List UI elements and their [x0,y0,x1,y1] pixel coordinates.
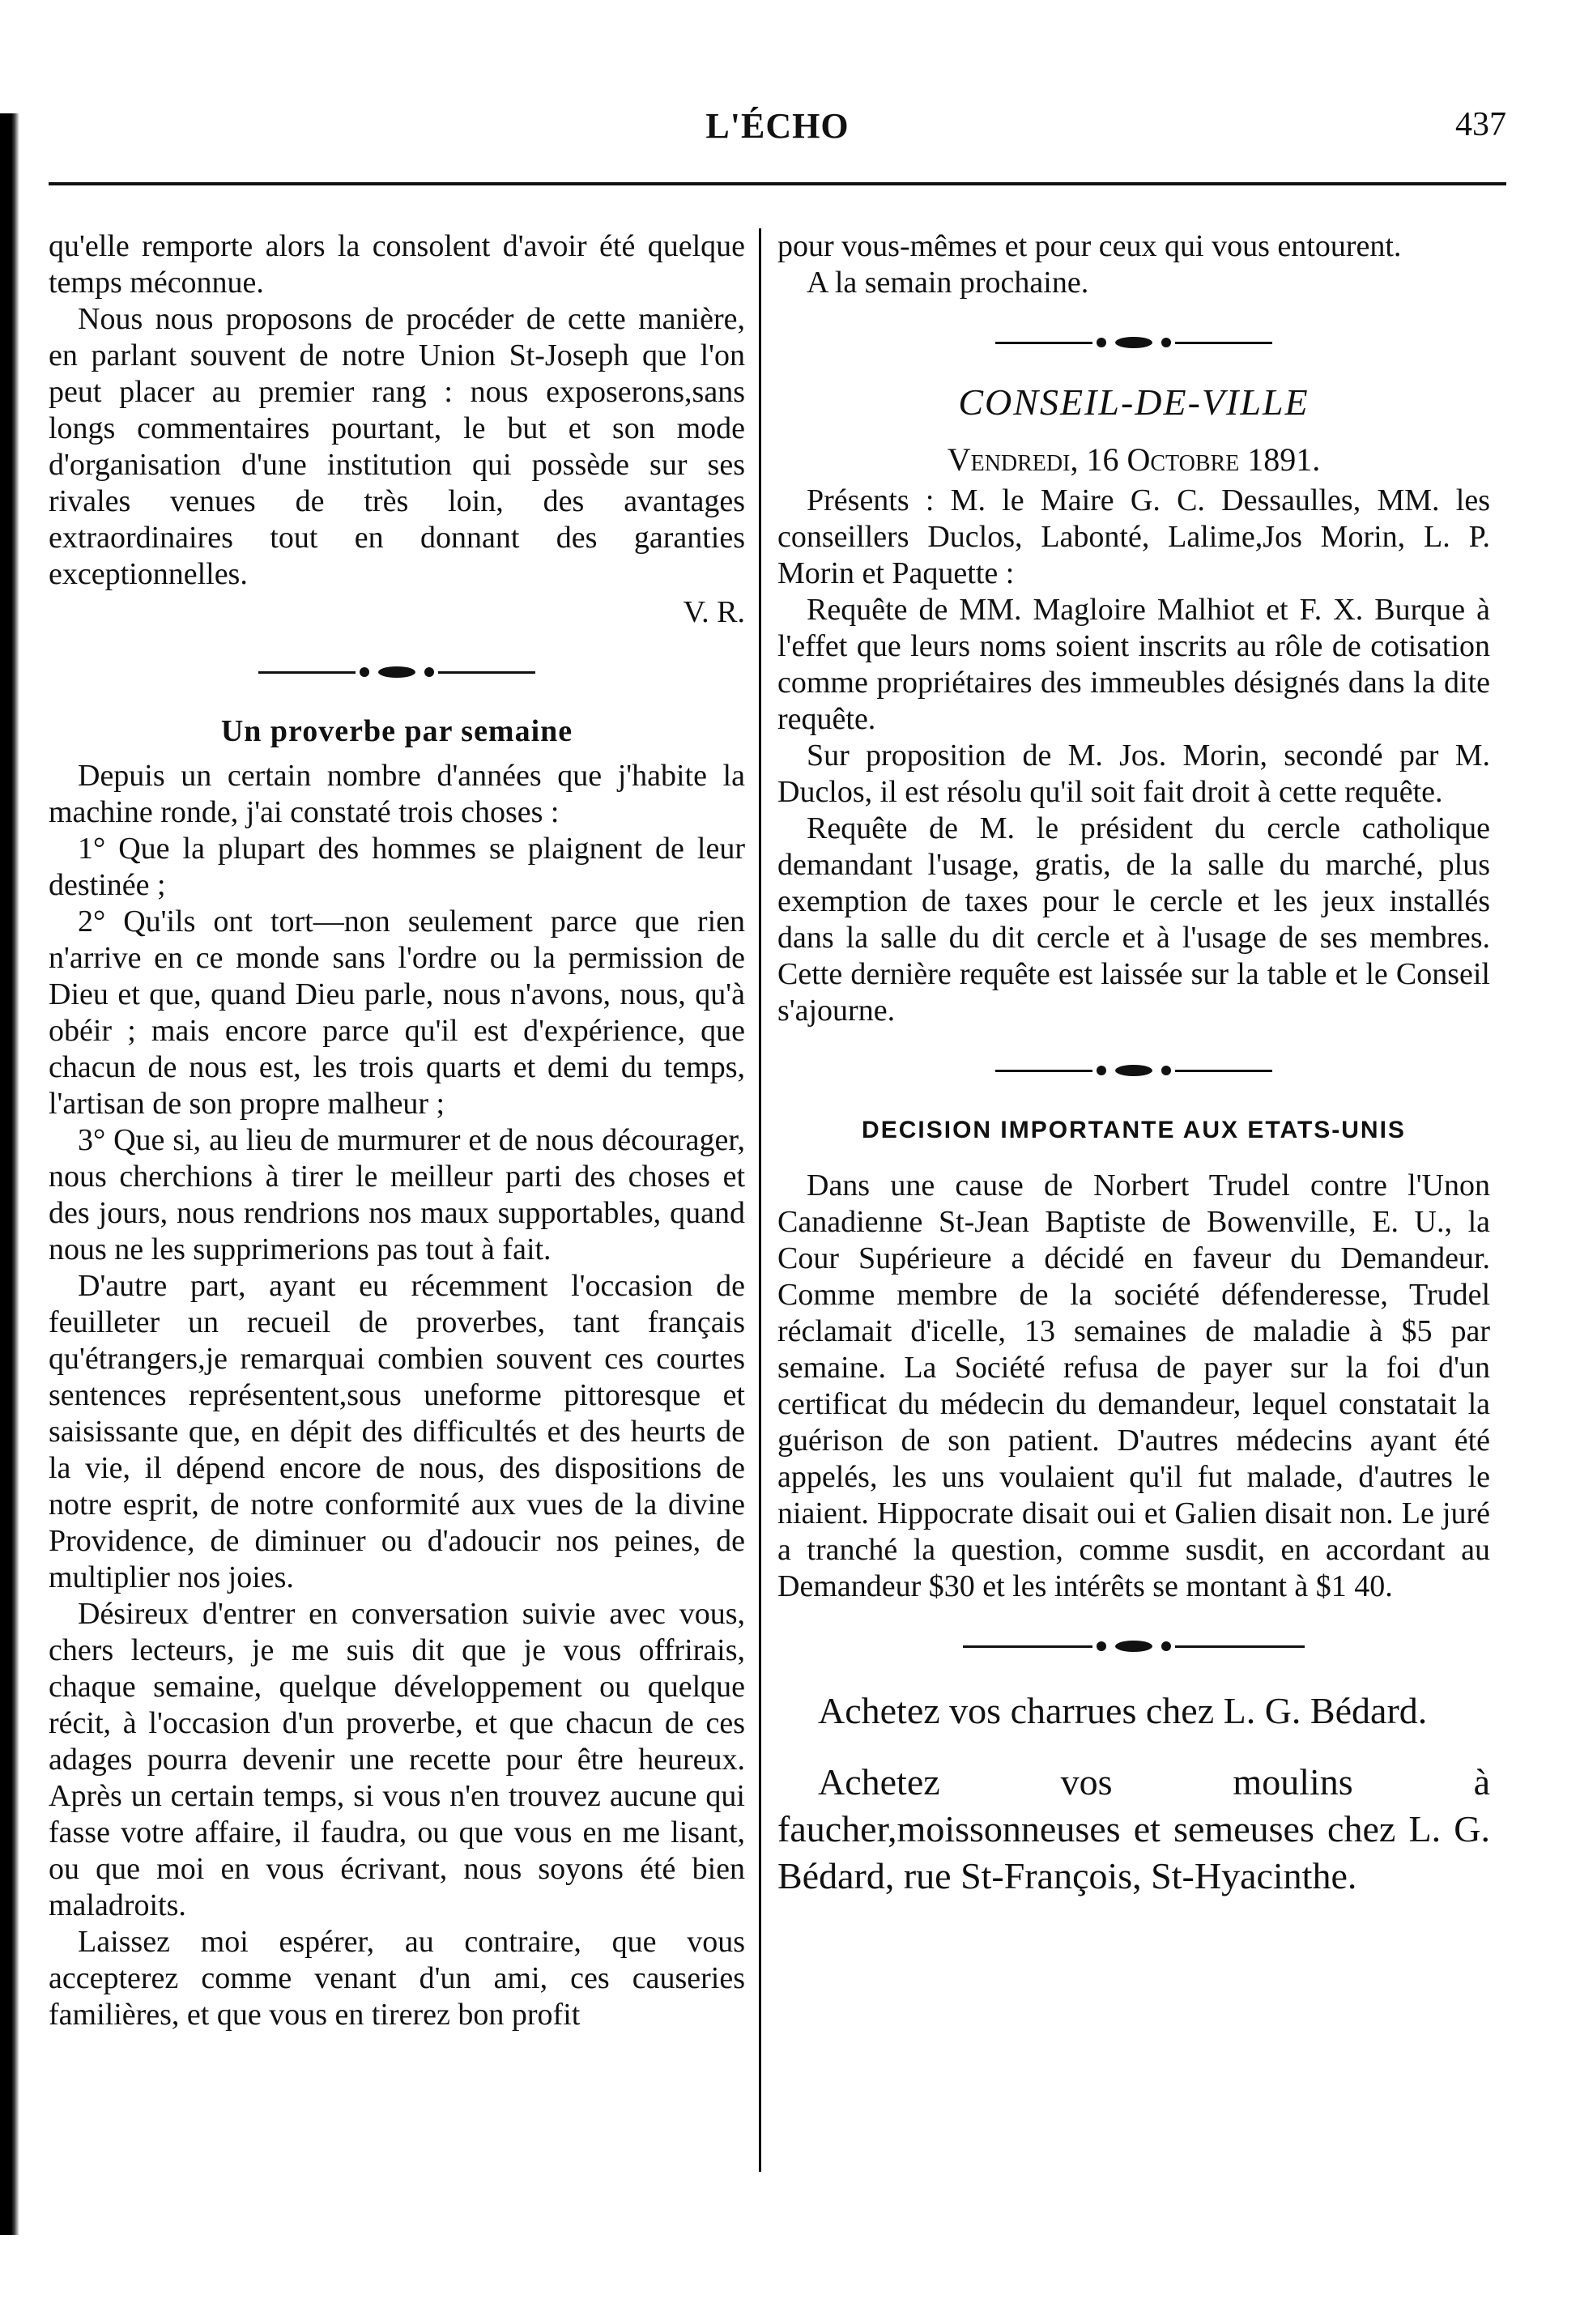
continuation-paragraph: pour vous-mêmes et pour ceux qui vous entourent. [777,229,1402,263]
running-title: L'ÉCHO [705,106,850,146]
intro-paragraph: Nous nous proposons de procéder de cette manière, en parlant souvent de notre Union St-Joseph que l'on peut placer au premier rang : nous exposerons,sans longs commentaires pourtant, le but et son mode d'organisation d'une institution qui possède sur ses rivales venues de très loin, des avantages extraordinaires tout en donnant des garanties exceptionnelles. [49,302,745,591]
header-rule [49,182,1506,185]
decision-section-title: DECISION IMPORTANTE AUX ETATS-UNIS [862,1117,1406,1143]
section-ornament [49,666,745,678]
article-signature: V. R. [683,595,745,629]
page-header [49,105,1506,170]
advertisements [777,1688,1490,1900]
proverb-paragraph: 2° Qu'ils ont tort—non seulement parce que rien n'arrive en ce monde sans l'ordre ou la permission de Dieu et que, quand Dieu parle, nous n'avons, nous, qu'à obéir ; mais encore parce qu'il est d'expérience, que chacun de nous est, les trois quarts et demi du temps, l'artisan de son propre malheur ; [49,904,745,1121]
council-paragraph: Requête de M. le président du cercle catholique demandant l'usage, gratis, de la salle du marché, plus exemption de taxes pour le cercle et les jeux installés dans la salle du dit cercle et à l'usage de ses membres. Cette dernière requête est laissée sur la table et le Conseil s'ajourne. [777,811,1490,1028]
proverb-paragraph: Désireux d'entrer en conversation suivie avec vous, chers lecteurs, je me suis dit que je vous offrirais, chaque semaine, quelque développement ou quelque récit, à l'occasion d'un proverbe, et que chacun de ces adages pourra devenir une recette pour être heureux. Après un certain temps, si vous n'en trouvez aucune qui fasse votre affaire, il faudra, ou que vous en me lisant, ou que moi en vous écrivant, nous soyons été bien maladroits. [49,1597,745,1922]
proverb-paragraph: Laissez moi espérer, au contraire, que vous accepterez comme venant d'un ami, ces causeries familières, et que vous en tirerez bon profit [49,1925,745,2032]
council-paragraph: Présents : M. le Maire G. C. Dessaulles, MM. les conseillers Duclos, Labonté, Lalime,Jos Morin, L. P. Morin et Paquette : [777,483,1490,590]
council-section-title: CONSEIL-DE-VILLE [958,381,1310,423]
page-number: 437 [1455,106,1506,143]
section-ornament [777,337,1490,348]
advertisement: Achetez vos charrues chez L. G. Bédard. [818,1690,1428,1731]
intro-paragraph: qu'elle remporte alors la consolent d'avoir été quelque temps méconnue. [49,229,745,300]
proverb-paragraph: Depuis un certain nombre d'années que j'habite la machine ronde, j'ai constaté trois choses : [49,759,745,829]
right-column [777,228,1490,1924]
proverb-paragraph: 1° Que la plupart des hommes se plaignent de leur destinée ; [49,832,745,902]
proverb-paragraph: 3° Que si, au lieu de murmurer et de nous décourager, nous cherchions à tirer le meilleur parti des choses et des jours, nous rendrions nos maux supportables, quand nous ne les supprimerions pas tout à fait. [49,1123,745,1266]
council-date: Vendredi, 16 Octobre 1891. [947,441,1321,478]
council-paragraph: Requête de MM. Magloire Malhiot et F. X. Burque à l'effet que leurs noms soient inscrits au rôle de cotisation comme propriétaires des immeubles désignés dans la dite requête. [777,593,1490,736]
column-divider [759,228,761,2172]
proverb-section-title: Un proverbe par semaine [220,714,573,748]
closing-line: A la semain prochaine. [807,266,1089,300]
left-column [49,228,745,2033]
page-binding-edge [0,113,19,2235]
council-paragraph: Sur proposition de M. Jos. Morin, secondé par M. Duclos, il est résolu qu'il soit fait droit à cette requête. [777,738,1490,809]
section-ornament [777,1065,1490,1076]
proverb-paragraph: D'autre part, ayant eu récemment l'occasion de feuilleter un recueil de proverbes, tant français qu'étrangers,je remarquai combien souvent ces courtes sentences représentent,sous uneforme pittoresque et saisissante que, en dépit des difficultés et des heurts de la vie, il dépend encore de nous, des dispositions de notre esprit, de notre conformité aux vues de la divine Providence, de diminuer ou d'adoucir nos peines, de multiplier nos joies. [49,1269,745,1594]
section-ornament [777,1641,1490,1652]
decision-paragraph: Dans une cause de Norbert Trudel contre l'Unon Canadienne St-Jean Baptiste de Bowenville, E. U., la Cour Supérieure a décidé en faveur du Demandeur. Comme membre de la société défenderesse, Trudel réclamait d'icelle, 13 semaines de maladie à $5 par semaine. La Société refusa de payer sur la foi d'un certificat du médecin du demandeur, lequel constatait la guérison de son patient. D'autres médecins ayant été appelés, les uns voulaient qu'il fut malade, d'autres le niaient. Hippocrate disait oui et Galien disait non. Le juré a tranché la question, comme susdit, en accordant au Demandeur $30 et les intérêts se montant à $1 40. [777,1168,1490,1603]
advertisement: Achetez vos moulins à faucher,moissonneuses et semeuses chez L. G. Bédard, rue St-François, St-Hyacinthe. [777,1761,1490,1896]
